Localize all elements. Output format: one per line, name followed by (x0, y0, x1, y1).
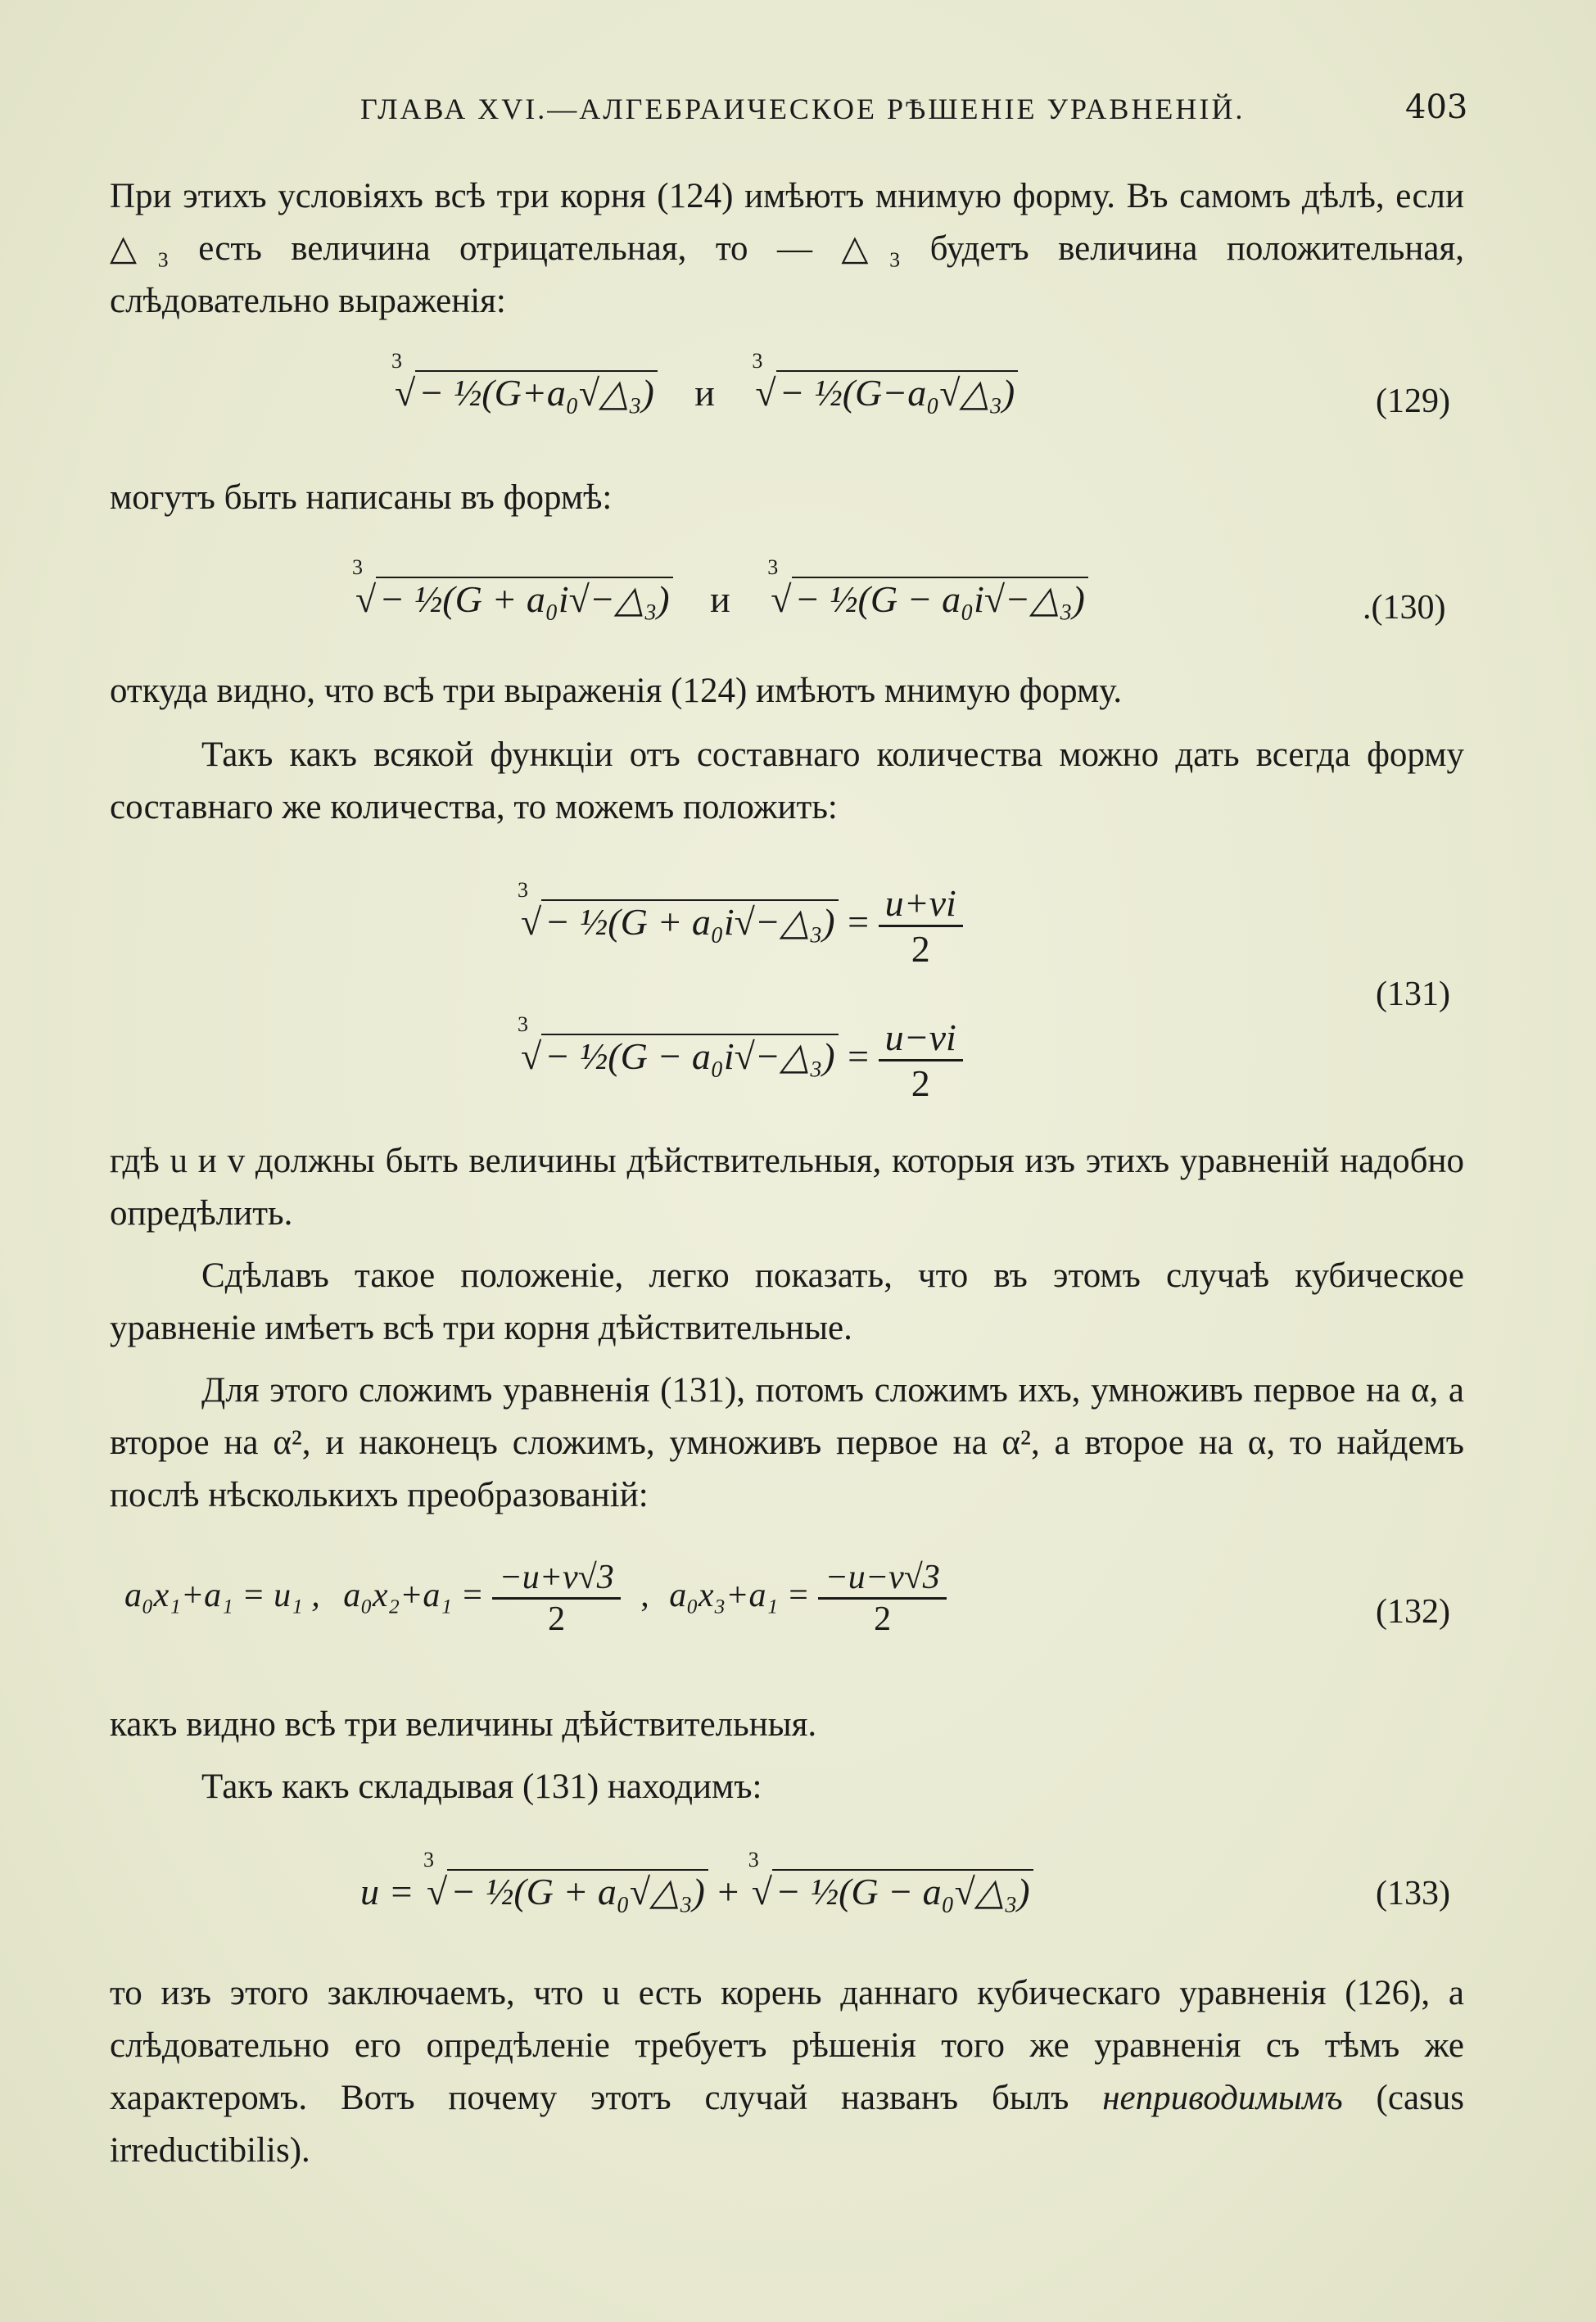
page-number: 403 (1405, 88, 1468, 126)
cube-root: 3 √− ½(G + a₀i√−△₃) (352, 577, 673, 621)
paragraph-3: откуда видно, что всѣ три выраженія (124) имѣютъ мнимую форму. (110, 672, 1123, 710)
paragraph-4: Такъ какъ всякой функціи отъ составнаго количества можно дать всегда форму составнаго же количества, то можемъ положить: (110, 736, 1464, 826)
equation-131-line-2: 3 √− ½(G − a₀i√−△₃) = $\frac{u-vi}{2}$ (518, 1016, 963, 1105)
paragraph-5: гдѣ u и v должны быть величины дѣйствительныя, которыя изъ этихъ уравненій надобно опредѣлить. (110, 1142, 1464, 1233)
equation-number-131: (131) (1376, 975, 1450, 1013)
equation-number-133: (133) (1376, 1875, 1450, 1912)
cube-root: 3 √− ½(G + a₀√△₃) (423, 1869, 708, 1913)
cube-root: 3 √− ½(G−a₀√△₃) (752, 370, 1018, 414)
fraction: $\frac{-u+v√3}{2}$ (492, 1558, 620, 1639)
fraction: $\frac{u-vi}{2}$ (879, 1016, 963, 1105)
equation-number-129: (129) (1376, 382, 1450, 420)
paragraph-2: могутъ быть написаны въ формѣ: (110, 478, 613, 517)
fraction: $\frac{-u-v√3}{2}$ (818, 1558, 946, 1639)
paragraph-9: Такъ какъ складывая (131) находимъ: (201, 1768, 762, 1806)
cube-root: 3 √− ½(G − a₀i√−△₃) (767, 577, 1088, 621)
cube-root: 3 √− ½(G+a₀√△₃) (391, 370, 658, 414)
paragraph-6: Сдѣлавъ такое положеніе, легко показать, что въ этомъ случаѣ кубическое уравненіе имѣетъ всѣ три корня дѣйствительные. (110, 1256, 1464, 1347)
equation-131-line-1: 3 √− ½(G + a₀i√−△₃) = $\frac{u+vi}{2}$ (518, 881, 963, 971)
equation-129 (391, 349, 1018, 414)
italic-term: неприводимымъ (1102, 2079, 1343, 2117)
cube-root: 3 √− ½(G − a₀√△₃) (748, 1869, 1033, 1913)
conjunction: и (694, 372, 715, 414)
paragraph-8: какъ видно всѣ три величины дѣйствительныя. (110, 1705, 817, 1744)
cube-root: 3 √− ½(G − a₀i√−△₃) (518, 1034, 839, 1078)
fraction: $\frac{u+vi}{2}$ (879, 881, 963, 971)
equation-132: a₀x₁+a₁ = u₁ , a₀x₂+a₁ = $\frac{-u+v√3}{2}$ , a₀x₃+a₁ = $\frac{-u-v√3}{2}$ (124, 1558, 947, 1639)
paragraph-7: Для этого сложимъ уравненія (131), потомъ сложимъ ихъ, умноживъ первое на α, а второе на α², и наконецъ сложимъ, умноживъ первое на α², а второе на α, то найдемъ послѣ нѣсколькихъ преобразованій: (110, 1371, 1464, 1514)
paragraph-10: то изъ этого заключаемъ, что u есть корень даннаго кубическаго уравненія (126), а слѣдовательно его опредѣленіе требуетъ рѣшенія того же уравненія съ тѣмъ же характеромъ. Вотъ почему этотъ случай названъ былъ неприводимымъ (casus irreductibilis). (110, 1974, 1465, 2170)
equation-number-132: (132) (1376, 1593, 1450, 1631)
equation-130 (352, 555, 1088, 621)
equation-number-130: .(130) (1363, 589, 1446, 627)
conjunction: и (710, 578, 730, 620)
chapter-header: ГЛАВА XVI.—АЛГЕБРАИЧЕСКОЕ РѢШЕНІЕ УРАВНЕНІЙ. (360, 93, 1246, 125)
paragraph-1: При этихъ условіяхъ всѣ три корня (124) имѣютъ мнимую форму. Въ самомъ дѣлѣ, если △₃ есть величина отрицательная, то — △₃ будетъ величина положительная, слѣдовательно выраженія: (110, 177, 1464, 320)
equation-133: u = 3 √− ½(G + a₀√△₃) + 3 √− ½(G − a₀√△₃) (360, 1869, 1033, 1913)
cube-root: 3 √− ½(G + a₀i√−△₃) (518, 899, 839, 944)
